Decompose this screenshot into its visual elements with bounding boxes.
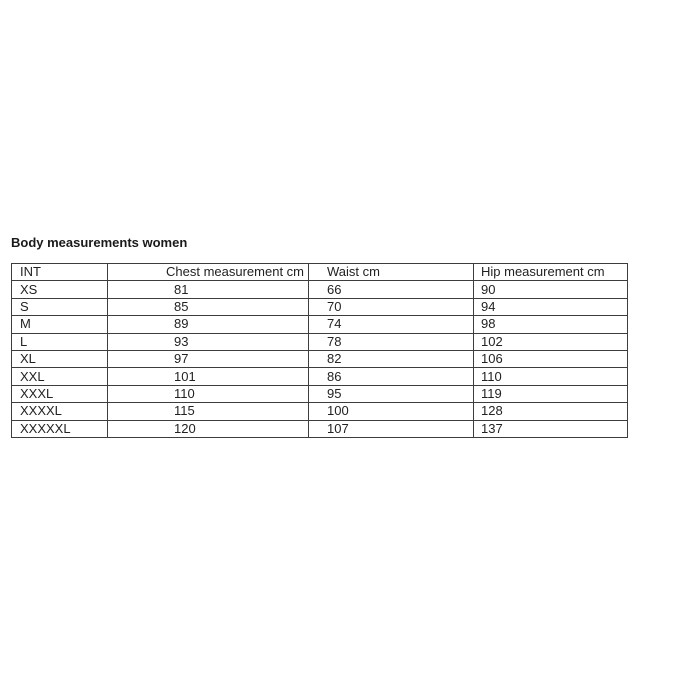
table-cell: XXXXL [12, 403, 108, 420]
table-cell: 78 [309, 333, 474, 350]
table-cell: 66 [309, 281, 474, 298]
table-row [12, 385, 628, 402]
table-cell: 94 [474, 298, 628, 315]
table-cell: 85 [108, 298, 309, 315]
table-cell: XXL [12, 368, 108, 385]
table-cell: 97 [108, 350, 309, 367]
table-cell: 120 [108, 420, 309, 437]
table-cell: 128 [474, 403, 628, 420]
table-cell: 98 [474, 316, 628, 333]
table-cell: 110 [474, 368, 628, 385]
body-measurements-table [11, 263, 628, 438]
table-cell: 106 [474, 350, 628, 367]
table-row [12, 333, 628, 350]
table-cell: XXXXXL [12, 420, 108, 437]
table-row [12, 298, 628, 315]
table-cell: 110 [108, 385, 309, 402]
table-row [12, 403, 628, 420]
table-cell: 81 [108, 281, 309, 298]
column-header-chest: Chest measurement cm [108, 264, 309, 281]
column-header-hip: Hip measurement cm [474, 264, 628, 281]
table-cell: 137 [474, 420, 628, 437]
table-cell: 82 [309, 350, 474, 367]
table-cell: 102 [474, 333, 628, 350]
table-cell: 119 [474, 385, 628, 402]
table-cell: S [12, 298, 108, 315]
table-body [12, 281, 628, 438]
table-cell: 100 [309, 403, 474, 420]
table-cell: 89 [108, 316, 309, 333]
column-header-int: INT [12, 264, 108, 281]
table-row [12, 420, 628, 437]
table-cell: 93 [108, 333, 309, 350]
table-cell: 107 [309, 420, 474, 437]
page-title: Body measurements women [11, 235, 188, 250]
table-row [12, 281, 628, 298]
table-row [12, 316, 628, 333]
table-cell: XL [12, 350, 108, 367]
content-area [11, 235, 627, 438]
table-cell: 70 [309, 298, 474, 315]
table-row [12, 350, 628, 367]
table-cell: XXXL [12, 385, 108, 402]
table-cell: 95 [309, 385, 474, 402]
column-header-waist: Waist cm [309, 264, 474, 281]
table-cell: 86 [309, 368, 474, 385]
table-cell: 115 [108, 403, 309, 420]
table-row [12, 368, 628, 385]
table-header-row [12, 264, 628, 281]
table-cell: XS [12, 281, 108, 298]
table-cell: 74 [309, 316, 474, 333]
table-cell: M [12, 316, 108, 333]
table-cell: 101 [108, 368, 309, 385]
table-cell: 90 [474, 281, 628, 298]
table-cell: L [12, 333, 108, 350]
